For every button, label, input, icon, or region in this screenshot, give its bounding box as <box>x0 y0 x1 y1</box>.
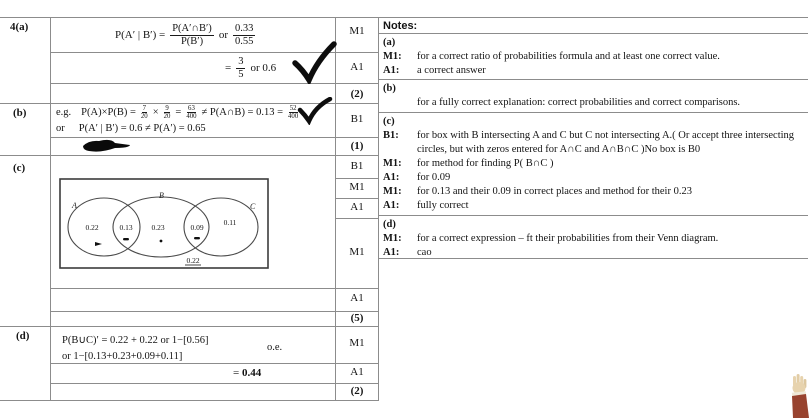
venn-value-B-only: 0.23 <box>151 223 165 232</box>
note-line <box>383 185 807 199</box>
scribble-redaction-mark <box>81 138 133 154</box>
note-line <box>383 50 807 64</box>
working-d-line1 <box>62 333 208 347</box>
fraction <box>162 105 173 120</box>
formula-text: P(B∪C)′ = 0.22 + 0.22 or 1−[0.56] <box>62 335 209 346</box>
pen-mark <box>194 237 200 239</box>
note-line <box>383 129 807 156</box>
note-line <box>383 157 807 171</box>
fraction-denominator: 400 <box>186 113 197 120</box>
note-tag: M1: <box>383 186 402 197</box>
note-text: a correct answer <box>417 65 486 76</box>
part-label-4a: 4(a) <box>10 21 29 33</box>
mark-cell: B1 <box>350 113 364 125</box>
fraction-denominator: 20 <box>140 113 148 120</box>
note-tag <box>383 96 417 110</box>
divider <box>378 79 808 80</box>
fraction-numerator: 7 <box>142 104 146 112</box>
formula-text: or <box>56 122 65 134</box>
divider <box>378 215 808 216</box>
mark-cell: B1 <box>350 160 364 172</box>
venn-label-B: B <box>159 191 164 200</box>
fraction-denominator: 400 <box>288 113 299 120</box>
note-line <box>383 171 807 185</box>
note-text: for 0.13 and their 0.09 in correct places and method for their 0.23 <box>417 186 692 197</box>
venn-label-C: C <box>250 202 256 211</box>
divider <box>378 17 379 400</box>
divider <box>335 178 379 179</box>
notes-header-c: (c) <box>383 116 395 127</box>
part-label-c: (c) <box>13 162 26 174</box>
pen-mark <box>123 238 129 240</box>
formula-text: or 0.6 <box>250 62 277 74</box>
fraction-denominator: 5 <box>238 68 244 80</box>
checkmark-icon <box>290 40 340 84</box>
working-a-line1 <box>115 20 255 50</box>
note-text: for a fully correct explanation: correct probabilities and correct comparisons. <box>417 97 741 108</box>
formula-text: or 1−[0.13+0.23+0.09+0.11] <box>62 350 183 362</box>
note-tag: M1: <box>383 51 402 62</box>
divider <box>50 311 379 312</box>
fraction-numerator: P(A′∩B′) <box>172 22 212 34</box>
formula-text: × <box>152 107 159 118</box>
divider <box>378 33 808 34</box>
formula-text: = <box>175 107 182 118</box>
fraction-denominator: P(B′) <box>180 35 204 47</box>
note-text: for a correct ratio of probabilities formula and at least one correct value. <box>417 51 720 62</box>
note-line <box>383 246 807 260</box>
mark-cell: A1 <box>350 366 364 378</box>
notes-header-d: (d) <box>383 219 396 230</box>
venn-value-C-only: 0.11 <box>223 218 237 227</box>
formula-text: = <box>233 367 242 379</box>
mark-total-cell: (2) <box>350 88 364 100</box>
part-label-d: (d) <box>16 330 30 342</box>
fraction-denominator: 0.55 <box>234 35 254 47</box>
fraction-numerator: 9 <box>165 104 169 112</box>
note-line <box>383 64 807 78</box>
note-text: cao <box>417 247 432 258</box>
note-line <box>383 199 807 213</box>
fraction-numerator: 0.33 <box>234 22 254 34</box>
fraction-numerator: 52 <box>289 104 297 112</box>
note-text: for box with B intersecting A and C but C not intersecting A.( Or accept three intersecting circles, but with zeros entered for A∩C and A∩B∩C )No box is B0 <box>417 130 795 155</box>
divider <box>50 288 379 289</box>
mark-total-cell: (1) <box>350 140 364 152</box>
fraction <box>236 56 245 81</box>
note-text: for a correct expression – ft their probabilities from their Venn diagram. <box>417 233 719 244</box>
formula-text: ≠ P(A∩B) = 0.13 = <box>201 107 284 118</box>
note-tag: M1: <box>383 158 402 169</box>
formula-text: P(A′ | B′) = <box>115 29 166 41</box>
divider <box>335 198 379 199</box>
mark-cell: A1 <box>350 61 364 73</box>
divider <box>335 218 379 219</box>
note-text: fully correct <box>417 200 469 211</box>
formula-text: P(A′ | B′) = 0.6 ≠ P(A′) = 0.65 <box>78 122 206 134</box>
working-b-line1 <box>56 104 300 121</box>
working-d-line2 <box>62 349 182 363</box>
divider <box>0 400 379 401</box>
note-tag: M1: <box>383 233 402 244</box>
venn-value-B-and-C: 0.09 <box>190 223 204 232</box>
note-tag: B1: <box>383 130 399 141</box>
notes-header-b: (b) <box>383 83 396 94</box>
oe-abbreviation: o.e. <box>267 342 283 353</box>
divider <box>50 383 379 384</box>
venn-value-A-and-B: 0.13 <box>119 223 133 232</box>
formula-text: = <box>225 62 232 74</box>
answer-value: 0.44 <box>241 367 262 379</box>
working-b-line2 <box>56 121 206 135</box>
pen-mark <box>95 242 102 246</box>
note-tag: A1: <box>383 247 400 258</box>
note-line <box>383 96 807 110</box>
venn-label-A: A <box>72 201 77 210</box>
fraction <box>170 23 214 48</box>
note-tag: A1: <box>383 65 400 76</box>
note-tag: A1: <box>383 200 400 211</box>
raised-hand-icon <box>792 374 809 418</box>
divider <box>0 17 808 18</box>
formula-text: P(A)×P(B) = <box>81 107 136 118</box>
notes-header-a: (a) <box>383 37 396 48</box>
working-a-line2 <box>225 54 276 82</box>
presenter-hand-image <box>781 370 811 418</box>
mark-cell: M1 <box>349 246 365 258</box>
divider <box>50 363 379 364</box>
fraction-numerator: 63 <box>188 104 195 112</box>
checkmark-icon <box>296 97 334 125</box>
venn-value-outside: 0.22 <box>186 256 200 265</box>
working-d-answer <box>233 367 261 379</box>
mark-cell: M1 <box>349 181 365 193</box>
note-line <box>383 232 807 246</box>
mark-total-cell: (2) <box>350 385 364 397</box>
divider <box>50 17 51 400</box>
venn-diagram <box>52 160 292 275</box>
mark-total-cell: (5) <box>350 312 364 324</box>
divider <box>0 326 379 327</box>
note-text: for method for finding P( B∩C ) <box>417 158 554 169</box>
note-text: for 0.09 <box>417 172 451 183</box>
fraction <box>233 23 255 48</box>
mark-cell: A1 <box>350 292 364 304</box>
divider <box>378 112 808 113</box>
part-label-b: (b) <box>13 107 27 119</box>
mark-cell: A1 <box>350 201 364 213</box>
fraction <box>184 105 198 120</box>
fraction-numerator: 3 <box>238 55 244 67</box>
venn-value-A-only: 0.22 <box>85 223 99 232</box>
notes-title: Notes: <box>383 20 418 32</box>
formula-text: e.g. <box>56 107 72 118</box>
mark-cell: M1 <box>349 25 365 37</box>
mark-cell: M1 <box>349 337 365 349</box>
fraction <box>139 105 150 120</box>
note-tag: A1: <box>383 172 400 183</box>
pen-mark <box>160 240 163 243</box>
divider <box>0 155 379 156</box>
fraction-denominator: 20 <box>163 113 171 120</box>
formula-text: or <box>218 29 228 41</box>
